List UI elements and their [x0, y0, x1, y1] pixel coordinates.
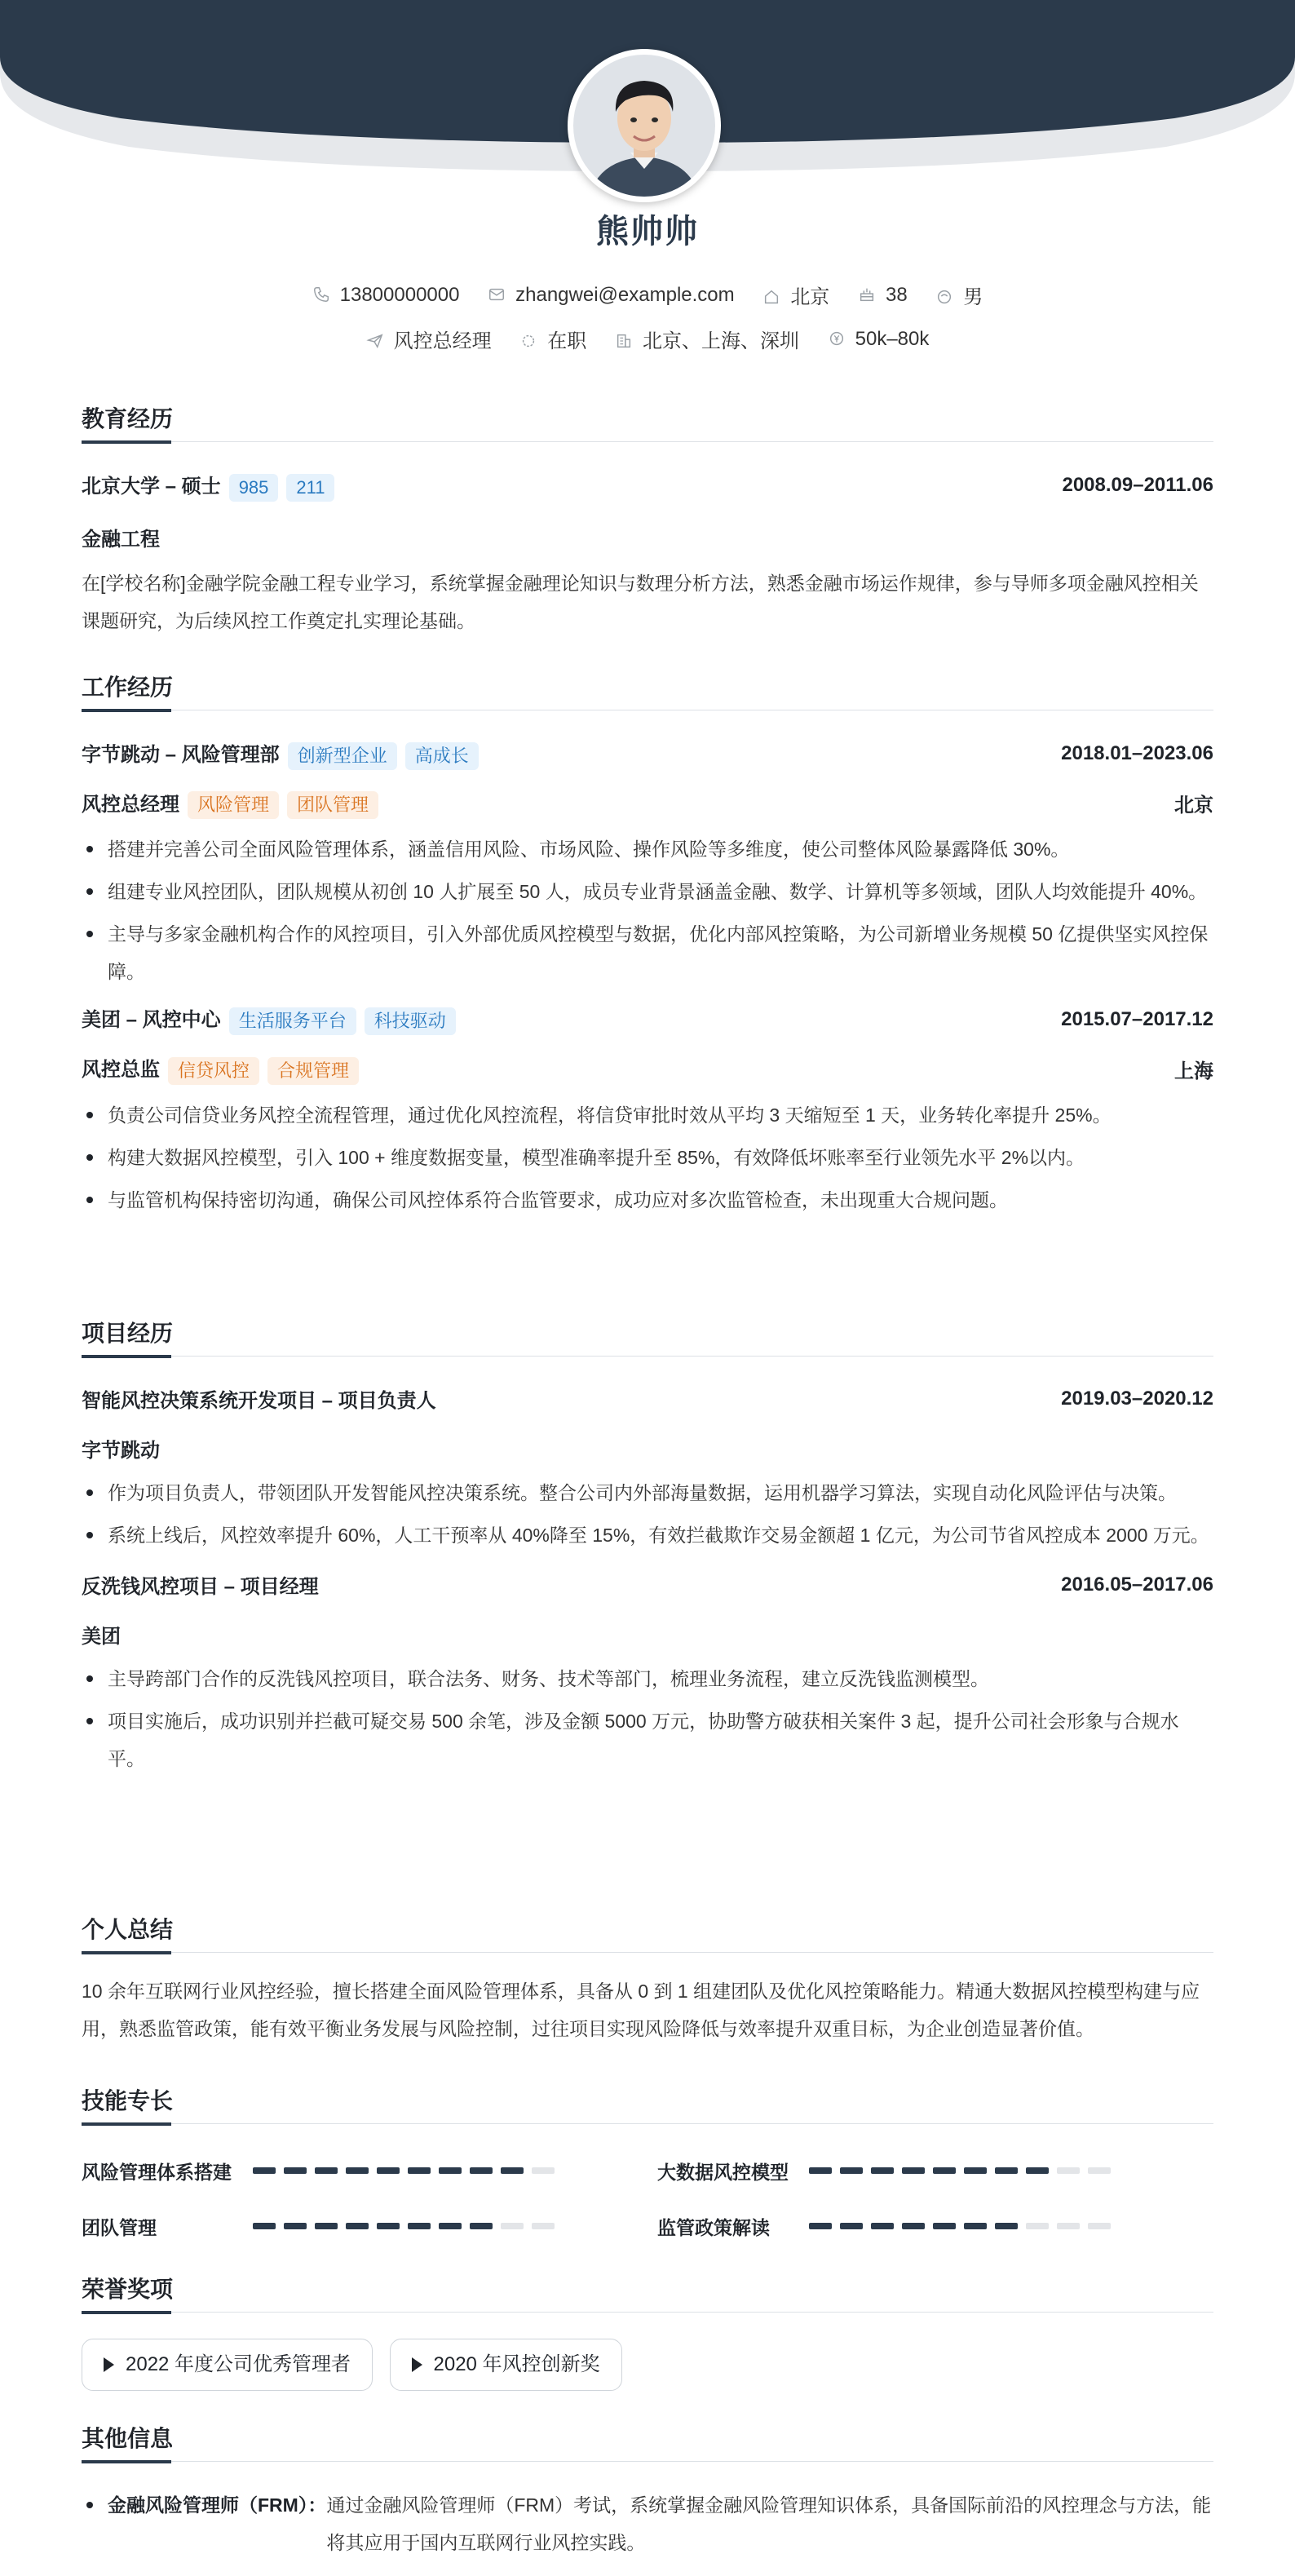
- age-text: 38: [885, 283, 908, 306]
- home-icon: [762, 288, 780, 306]
- project-period: 2016.05–2017.06: [1061, 1573, 1213, 1596]
- tag: 211: [286, 474, 334, 502]
- skill-level-segment: [470, 2223, 493, 2229]
- education-period: 2008.09–2011.06: [1062, 474, 1213, 497]
- building-icon: [615, 332, 633, 350]
- skill-level-segment: [408, 2223, 431, 2229]
- skill-level-segment: [501, 2167, 524, 2174]
- skill-level-segment: [902, 2223, 925, 2229]
- tag: 团队管理: [287, 791, 378, 819]
- list-item: 构建大数据风控模型，引入 100 + 维度数据变量，模型准确率提升至 85%，有效降低坏账率至行业领先水平 2%以内。: [82, 1139, 1213, 1176]
- skill-level-segment: [346, 2167, 369, 2174]
- work-role-header: [82, 1053, 1213, 1085]
- skill-name: 风险管理体系搭建: [82, 2162, 232, 2183]
- section-title: 个人总结: [82, 1914, 1213, 1950]
- contact-row: [0, 281, 1295, 309]
- project-header: [82, 1570, 1213, 1599]
- city: [762, 281, 829, 309]
- skill-level-segment: [1057, 2167, 1080, 2174]
- skill-level-segment: [408, 2167, 431, 2174]
- tag: 风险管理: [188, 791, 279, 819]
- status-text: 在职: [547, 330, 587, 352]
- section-title: 其他信息: [82, 2423, 1213, 2459]
- work-bullets: [82, 830, 1213, 990]
- tag: 创新型企业: [288, 742, 397, 770]
- list-item: 主导跨部门合作的反洗钱风控项目，联合法务、财务、技术等部门，梳理业务流程，建立反洗钱监测模型。: [82, 1660, 1213, 1697]
- project-title: 智能风控决策系统开发项目 – 项目负责人: [82, 1390, 436, 1412]
- skill-name: 监管政策解读: [657, 2217, 770, 2238]
- avatar: [568, 49, 721, 202]
- skill-name: 团队管理: [82, 2217, 157, 2238]
- tag: 信贷风控: [168, 1057, 259, 1085]
- list-item: 系统上线后，风控效率提升 60%，人工干预率从 40%降至 15%，有效拦截欺诈交易金额超 1 亿元，为公司节省风控成本 2000 万元。: [82, 1516, 1213, 1554]
- work-role-header: [82, 788, 1213, 820]
- skill-level-segment: [470, 2167, 493, 2174]
- skill-level-bar: [809, 2223, 1119, 2229]
- skill-level-segment: [315, 2223, 338, 2229]
- award-badge: 2020 年风控创新奖: [390, 2339, 622, 2391]
- skill-level-segment: [1026, 2167, 1049, 2174]
- skill-level-segment: [377, 2167, 400, 2174]
- mail-icon: [488, 285, 506, 303]
- skill-level-segment: [284, 2167, 307, 2174]
- gender-icon: [935, 288, 953, 306]
- salary: [828, 328, 930, 351]
- work-section: [82, 671, 1213, 1224]
- email-text: zhangwei@example.com: [515, 283, 735, 306]
- profile-photo: [573, 55, 715, 197]
- school-name: 北京大学 – 硕士: [82, 476, 221, 498]
- company-name: 美团 – 风控中心: [82, 1009, 221, 1032]
- locations: [615, 325, 799, 353]
- awards-section: [82, 2273, 1213, 2391]
- skill-level-segment: [871, 2223, 894, 2229]
- other-text: 通过金融风险管理师（FRM）考试，系统掌握金融风险管理知识体系，具备国际前沿的风控理念与方法，能将其应用于国内互联网行业风控实践。: [326, 2494, 1212, 2553]
- award-badge: 2022 年度公司优秀管理者: [82, 2339, 373, 2391]
- skill-level-segment: [439, 2167, 462, 2174]
- work-location: 上海: [1174, 1060, 1213, 1082]
- city-text: 北京: [790, 286, 830, 308]
- skill-level-segment: [1088, 2223, 1111, 2229]
- section-title: 荣誉奖项: [82, 2273, 1213, 2309]
- major: 金融工程: [82, 528, 160, 551]
- awards-list: [82, 2339, 1213, 2391]
- project-bullets: [82, 1474, 1213, 1554]
- skill-level-segment: [809, 2167, 832, 2174]
- role-name: 风控总监: [82, 1058, 160, 1081]
- candidate-name: 熊帅帅: [596, 214, 699, 250]
- position: [366, 325, 492, 353]
- skill-level-segment: [871, 2167, 894, 2174]
- company-name: 字节跳动 – 风险管理部: [82, 744, 280, 766]
- skill-level-segment: [809, 2223, 832, 2229]
- skill-level-segment: [377, 2223, 400, 2229]
- section-title: 教育经历: [82, 403, 1213, 439]
- list-item: 作为项目负责人，带领团队开发智能风控决策系统。整合公司内外部海量数据，运用机器学习算法，实现自动化风险评估与决策。: [82, 1474, 1213, 1512]
- skill-level-segment: [840, 2223, 863, 2229]
- education-section: [82, 403, 1213, 640]
- status: [519, 325, 586, 353]
- job-intent-row: [0, 325, 1295, 353]
- list-item: 与监管机构保持密切沟通，确保公司风控体系符合监管要求，成功应对多次监管检查，未出现重大合规问题。: [82, 1181, 1213, 1219]
- list-item: 项目实施后，成功识别并拦截可疑交易 500 余笔，涉及金额 5000 万元，协助警方破获相关案件 3 起，提升公司社会形象与合规水平。: [82, 1702, 1213, 1777]
- summary-section: [82, 1914, 1213, 2047]
- skill-level-segment: [532, 2167, 555, 2174]
- tag: 生活服务平台: [229, 1007, 356, 1035]
- salary-text: 50k–80k: [855, 327, 930, 350]
- role-name: 风控总经理: [82, 793, 179, 816]
- status-icon: [519, 332, 537, 350]
- phone-text: 13800000000: [339, 283, 460, 306]
- section-title: 项目经历: [82, 1317, 1213, 1353]
- skill-level-segment: [253, 2223, 276, 2229]
- skill-level-segment: [1057, 2223, 1080, 2229]
- gender-text: 男: [963, 286, 983, 308]
- position-text: 风控总经理: [393, 330, 492, 352]
- other-section: [82, 2423, 1213, 2561]
- skill-level-segment: [501, 2223, 524, 2229]
- work-period: 2018.01–2023.06: [1061, 742, 1213, 765]
- tag: 985: [229, 474, 279, 502]
- bullet-dot: [86, 2502, 93, 2508]
- list-item: 组建专业风控团队，团队规模从初创 10 人扩展至 50 人，成员专业背景涵盖金融、数学、计算机等多领域，团队人均效能提升 40%。: [82, 873, 1213, 910]
- tag: 科技驱动: [365, 1007, 456, 1035]
- other-item: [82, 2486, 1213, 2561]
- work-company-header: [82, 738, 1213, 770]
- phone-icon: [312, 285, 330, 303]
- list-item: 搭建并完善公司全面风险管理体系，涵盖信用风险、市场风险、操作风险等多维度，使公司整体风险暴露降低 30%。: [82, 830, 1213, 868]
- project-title: 反洗钱风控项目 – 项目经理: [82, 1576, 319, 1598]
- gender: [935, 281, 983, 309]
- project-bullets: [82, 1660, 1213, 1777]
- summary-text: 10 余年互联网行业风控经验，擅长搭建全面风险管理体系，具备从 0 到 1 组建团队及优化风控策略能力。精通大数据风控模型构建与应用，熟悉监管政策，能有效平衡业务发展与风险控制，过往项目实现风险降低与效率提升双重目标，为企业创造显著价值。: [82, 1981, 1200, 2039]
- skill-level-segment: [1026, 2223, 1049, 2229]
- money-icon: [828, 330, 846, 347]
- section-title: 技能专长: [82, 2085, 1213, 2121]
- project-header: [82, 1384, 1213, 1413]
- skill-level-segment: [253, 2167, 276, 2174]
- play-icon: [412, 2357, 422, 2372]
- section-title: 工作经历: [82, 671, 1213, 707]
- other-label: 金融风险管理师（FRM）：: [108, 2494, 327, 2516]
- skill-level-segment: [995, 2167, 1018, 2174]
- list-item: 主导与多家金融机构合作的风控项目，引入外部优质风控模型与数据，优化内部风控策略，为公司新增业务规模 50 亿提供坚实风控保障。: [82, 915, 1213, 990]
- age: [858, 284, 908, 307]
- skill-level-segment: [315, 2167, 338, 2174]
- skill-level-segment: [933, 2167, 956, 2174]
- cake-icon: [858, 285, 876, 303]
- project-org: 美团: [82, 1626, 121, 1648]
- skill-level-bar: [253, 2223, 563, 2229]
- tag: 合规管理: [267, 1057, 359, 1085]
- skill-level-segment: [1088, 2167, 1111, 2174]
- skill-level-bar: [253, 2167, 563, 2174]
- education-header: [82, 470, 1213, 502]
- work-company-header: [82, 1003, 1213, 1035]
- work-period: 2015.07–2017.12: [1061, 1007, 1213, 1030]
- project-org: 字节跳动: [82, 1440, 160, 1462]
- email: [488, 284, 735, 307]
- skill-level-segment: [902, 2167, 925, 2174]
- skills-section: [82, 2085, 1213, 2121]
- skill-level-segment: [933, 2223, 956, 2229]
- skill-level-bar: [809, 2167, 1119, 2174]
- project-period: 2019.03–2020.12: [1061, 1387, 1213, 1410]
- skill-level-segment: [840, 2167, 863, 2174]
- work-location: 北京: [1174, 794, 1213, 817]
- skill-level-segment: [284, 2223, 307, 2229]
- send-icon: [366, 332, 384, 350]
- education-description: 在[学校名称]金融学院金融工程专业学习，系统掌握金融理论知识与数理分析方法，熟悉金融市场运作规律，参与导师多项金融风控相关课题研究，为后续风控工作奠定扎实理论基础。: [82, 572, 1199, 631]
- skill-level-segment: [532, 2223, 555, 2229]
- work-bullets: [82, 1096, 1213, 1219]
- skill-name: 大数据风控模型: [657, 2162, 789, 2183]
- play-icon: [104, 2357, 114, 2372]
- skill-level-segment: [346, 2223, 369, 2229]
- phone: [312, 284, 460, 307]
- skill-level-segment: [439, 2223, 462, 2229]
- skill-level-segment: [995, 2223, 1018, 2229]
- skill-level-segment: [964, 2167, 987, 2174]
- list-item: 负责公司信贷业务风控全流程管理，通过优化风控流程，将信贷审批时效从平均 3 天缩短至 1 天，业务转化率提升 25%。: [82, 1096, 1213, 1134]
- tag: 高成长: [405, 742, 479, 770]
- skill-level-segment: [964, 2223, 987, 2229]
- locations-text: 北京、上海、深圳: [642, 330, 799, 352]
- projects-section: [82, 1317, 1213, 1782]
